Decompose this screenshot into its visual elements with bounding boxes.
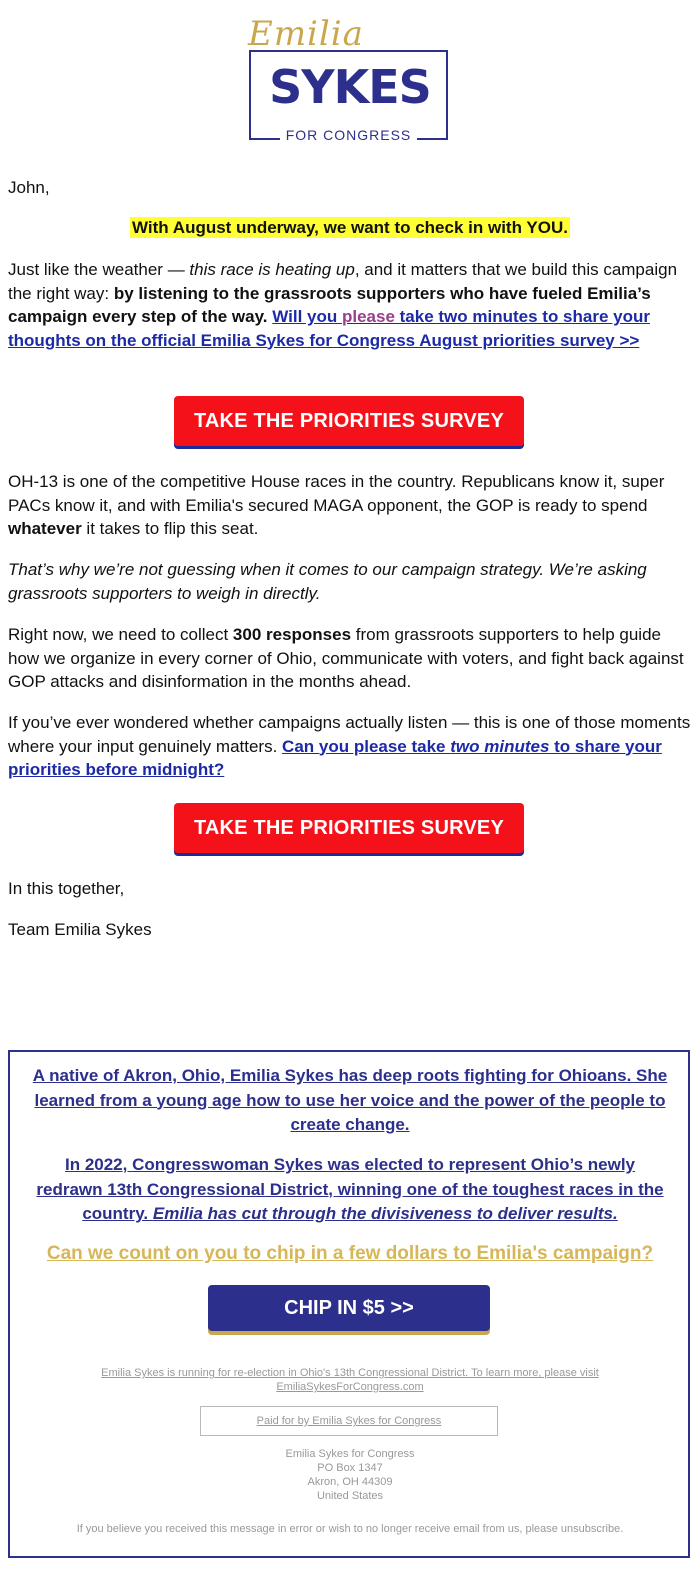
paragraph-strategy bbox=[8, 558, 692, 605]
responses-text-c: from grassroots supporters to help guide how we organize in every corner of Ohio, communicate with voters, and fight back against GOP attacks and disinformation in the months ahead. bbox=[8, 625, 684, 691]
survey-link-visited[interactable]: please bbox=[341, 307, 395, 326]
paragraph-listen bbox=[8, 711, 692, 782]
campaign-logo[interactable] bbox=[0, 0, 700, 160]
priorities-link-italic[interactable]: two minutes bbox=[450, 736, 550, 756]
bio-paragraph-1[interactable]: A native of Akron, Ohio, Emilia Sykes has deep roots fighting for Ohioans. She learned from a young age how to use her voice and the power of the people to create change. bbox=[32, 1066, 668, 1134]
footer-box bbox=[8, 1050, 690, 1558]
greeting: John, bbox=[8, 178, 50, 197]
donation-ask-link[interactable]: Can we count on you to chip in a few dollars to Emilia's campaign? bbox=[46, 1243, 654, 1264]
oh13-text-c: it takes to flip this seat. bbox=[81, 519, 259, 538]
strategy-italic: That’s why we’re not guessing when it comes to our campaign strategy. We’re asking grassroots supporters to weigh in directly. bbox=[8, 560, 647, 603]
oh13-text-a: OH-13 is one of the competitive House races in the country. Republicans know it, super PACs know it, and with Emilia's secured MAGA opponent, the GOP is ready to spend bbox=[8, 472, 665, 515]
unsubscribe-text[interactable]: If you believe you received this message in error or wish to no longer receive email from us, please unsubscribe. bbox=[76, 1523, 624, 1535]
survey-link-b[interactable]: take two minutes to share your thoughts on the official Emilia Sykes for Congress August priorities survey >> bbox=[8, 307, 650, 350]
address-name: Emilia Sykes for Congress bbox=[285, 1448, 415, 1460]
paragraph-oh13 bbox=[8, 470, 692, 541]
priorities-link-a[interactable]: Can you please take bbox=[282, 736, 451, 756]
paragraph-responses bbox=[8, 623, 692, 694]
priorities-link-b[interactable]: to share your priorities before midnight? bbox=[8, 736, 662, 779]
highlight-text: With August underway, we want to check in with YOU. bbox=[132, 218, 568, 237]
address-line2: Akron, OH 44309 bbox=[307, 1476, 393, 1488]
bio2-text[interactable]: In 2022, Congresswoman Sykes was elected to represent Ohio’s newly redrawn 13th Congressional District, winning one of the toughest races in the country. bbox=[36, 1155, 664, 1223]
intro-text-c: , and it matters that we build this campaign the right way: bbox=[8, 260, 678, 303]
intro-italic: this race is heating up bbox=[189, 260, 355, 279]
listen-text-a: If you’ve ever wondered whether campaigns actually listen — this is one of those moments where your input genuinely matters. bbox=[8, 713, 691, 756]
bio-paragraph-2[interactable] bbox=[30, 1153, 670, 1227]
address-country: United States bbox=[316, 1490, 384, 1502]
address-line1: PO Box 1347 bbox=[317, 1462, 383, 1474]
oh13-bold: whatever bbox=[8, 519, 82, 538]
disclaimer-link[interactable]: Emilia Sykes is running for re-election in Ohio's 13th Congressional District. To learn more, please visit EmiliaSykesForCongress.com bbox=[101, 1367, 599, 1393]
intro-bold: by listening to the grassroots supporters who have fueled Emilia’s campaign every step of the way. bbox=[8, 283, 651, 326]
closing: In this together, bbox=[8, 879, 125, 898]
survey-link-a[interactable]: Will you bbox=[272, 307, 342, 326]
paid-for-box[interactable]: Paid for by Emilia Sykes for Congress bbox=[200, 1406, 498, 1436]
highlight-line bbox=[8, 216, 692, 240]
paragraph-intro bbox=[8, 258, 692, 352]
logo-tagline-wrap bbox=[249, 126, 448, 145]
intro-text-a: Just like the weather — bbox=[8, 260, 190, 279]
logo-tagline: FOR CONGRESS bbox=[280, 126, 418, 144]
priorities-survey-button-2[interactable]: TAKE THE PRIORITIES SURVEY bbox=[174, 803, 524, 853]
bio2-italic[interactable]: Emilia has cut through the divisiveness to deliver results. bbox=[152, 1204, 618, 1223]
logo-script-name: Emilia bbox=[248, 14, 364, 54]
priorities-survey-button[interactable]: TAKE THE PRIORITIES SURVEY bbox=[174, 396, 524, 446]
chip-in-button[interactable]: CHIP IN $5 >> bbox=[208, 1285, 490, 1331]
disclaimer[interactable] bbox=[30, 1366, 670, 1394]
logo-surname: SYKES bbox=[269, 60, 431, 114]
responses-bold: 300 responses bbox=[232, 625, 352, 644]
responses-text-a: Right now, we need to collect bbox=[8, 625, 233, 644]
signature: Team Emilia Sykes bbox=[8, 920, 152, 939]
